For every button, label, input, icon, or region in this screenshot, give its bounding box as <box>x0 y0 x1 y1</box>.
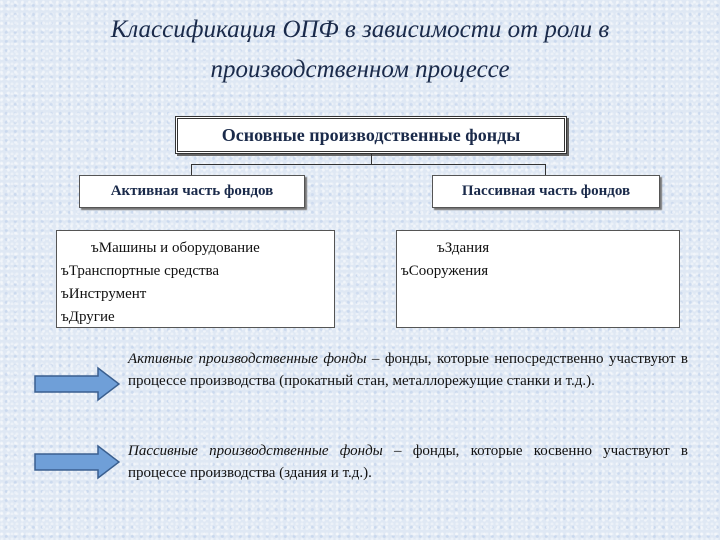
passive-funds-term: Пассивные производственные фонды <box>128 443 383 459</box>
list-item: ъДругие <box>61 309 115 325</box>
connector-root-stem <box>371 154 372 164</box>
passive-part-header: Пассивная часть фондов <box>432 175 660 208</box>
active-part-header: Активная часть фондов <box>79 175 305 208</box>
list-item: ъТранспортные средства <box>61 263 220 279</box>
connector-right-drop <box>545 164 546 175</box>
title-line-1: Классификация ОПФ в зависимости от роли в <box>110 16 610 43</box>
root-node-main-funds: Основные производственные фонды <box>175 116 567 154</box>
list-item: ъМашины и оборудование <box>91 240 260 256</box>
passive-items-box <box>396 230 680 328</box>
active-funds-term: Активные производственные фонды <box>128 351 367 367</box>
passive-funds-description: – фонды, которые косвенно участвуют в процессе производства (здания и т.д.). <box>128 443 688 481</box>
passive-funds-definition <box>128 440 688 484</box>
active-funds-definition <box>128 348 688 392</box>
active-items-box <box>56 230 335 328</box>
title-line-2: производственном процессе <box>210 56 510 83</box>
right-arrow-icon <box>34 444 120 480</box>
connector-left-drop <box>191 164 192 175</box>
list-item: ъИнструмент <box>61 286 147 302</box>
list-item: ъСооружения <box>401 263 489 279</box>
connector-horizontal <box>191 164 546 165</box>
active-funds-description: – фонды, которые непосредственно участвуют в процессе производства (прокатный стан, металлорежущие станки и т.д.). <box>128 351 689 389</box>
list-item: ъЗдания <box>437 240 490 256</box>
right-arrow-icon <box>34 366 120 402</box>
slide-title <box>0 10 720 90</box>
